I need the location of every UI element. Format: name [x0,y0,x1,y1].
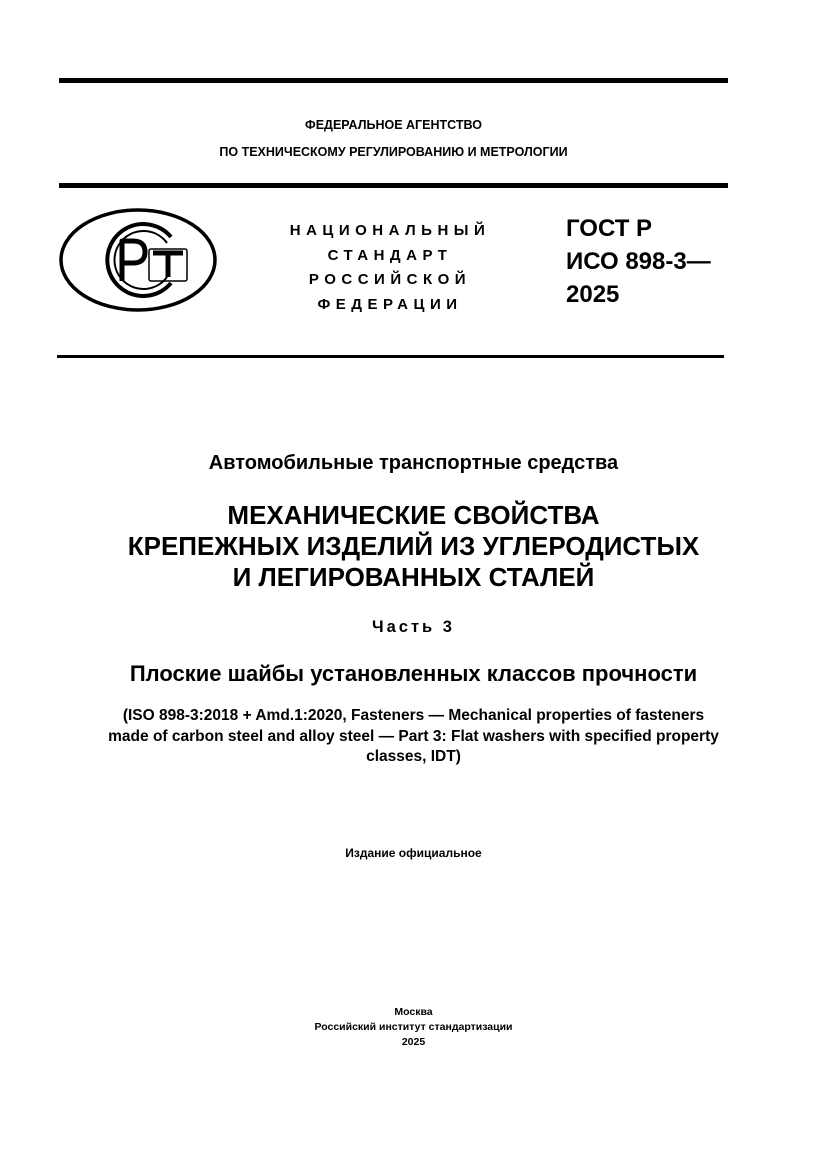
iso-line-1: (ISO 898-3:2018 + Amd.1:2020, Fasteners — Mechanical properties of fasteners [122,707,705,724]
publisher-city: Москва [394,1006,433,1018]
natstd-line-2: СТАНДАРТ [327,246,453,264]
natstd-line-3: РОССИЙСКОЙ [308,271,472,288]
iso-line-3: classes, IDT) [366,748,461,765]
natstd-line-4: ФЕДЕРАЦИИ [317,295,463,313]
publisher-institute: Российский институт стандартизации [314,1021,513,1033]
title-line-3: И ЛЕГИРОВАННЫХ СТАЛЕЙ [232,562,595,592]
designation-line-3: 2025 [566,281,620,308]
publisher-block [40,1005,787,1050]
publisher-year: 2025 [401,1036,426,1048]
lower-rule [57,355,724,358]
document-subtitle: Автомобильные транспортные средства [208,452,619,474]
middle-rule [59,183,728,188]
natstd-line-1: НАЦИОНАЛЬНЫЙ [289,222,491,239]
agency-line-2: ПО ТЕХНИЧЕСКОМУ РЕГУЛИРОВАНИЮ И МЕТРОЛОГИИ [219,145,568,159]
iso-line-2: made of carbon steel and alloy steel — Part 3: Flat washers with specified property [108,727,719,745]
iso-reference [40,706,787,768]
designation-line-1: ГОСТ Р [566,215,653,242]
designation-line-2: ИСО 898-3— [566,248,711,275]
title-line-2: КРЕПЕЖНЫХ ИЗДЕЛИЙ ИЗ УГЛЕРОДИСТЫХ [127,531,700,561]
national-standard-label [272,219,508,317]
part-title: Плоские шайбы установленных классов прочности [129,661,698,686]
document-title [40,500,787,593]
standard-designation [566,212,711,311]
rst-emblem-icon [59,207,217,313]
part-label: Часть 3 [372,618,455,636]
agency-header [59,112,728,166]
edition-label: Издание официальное [345,846,482,860]
top-rule [59,78,728,83]
agency-line-1: ФЕДЕРАЛЬНОЕ АГЕНТСТВО [305,118,482,132]
title-line-1: МЕХАНИЧЕСКИЕ СВОЙСТВА [227,500,600,530]
